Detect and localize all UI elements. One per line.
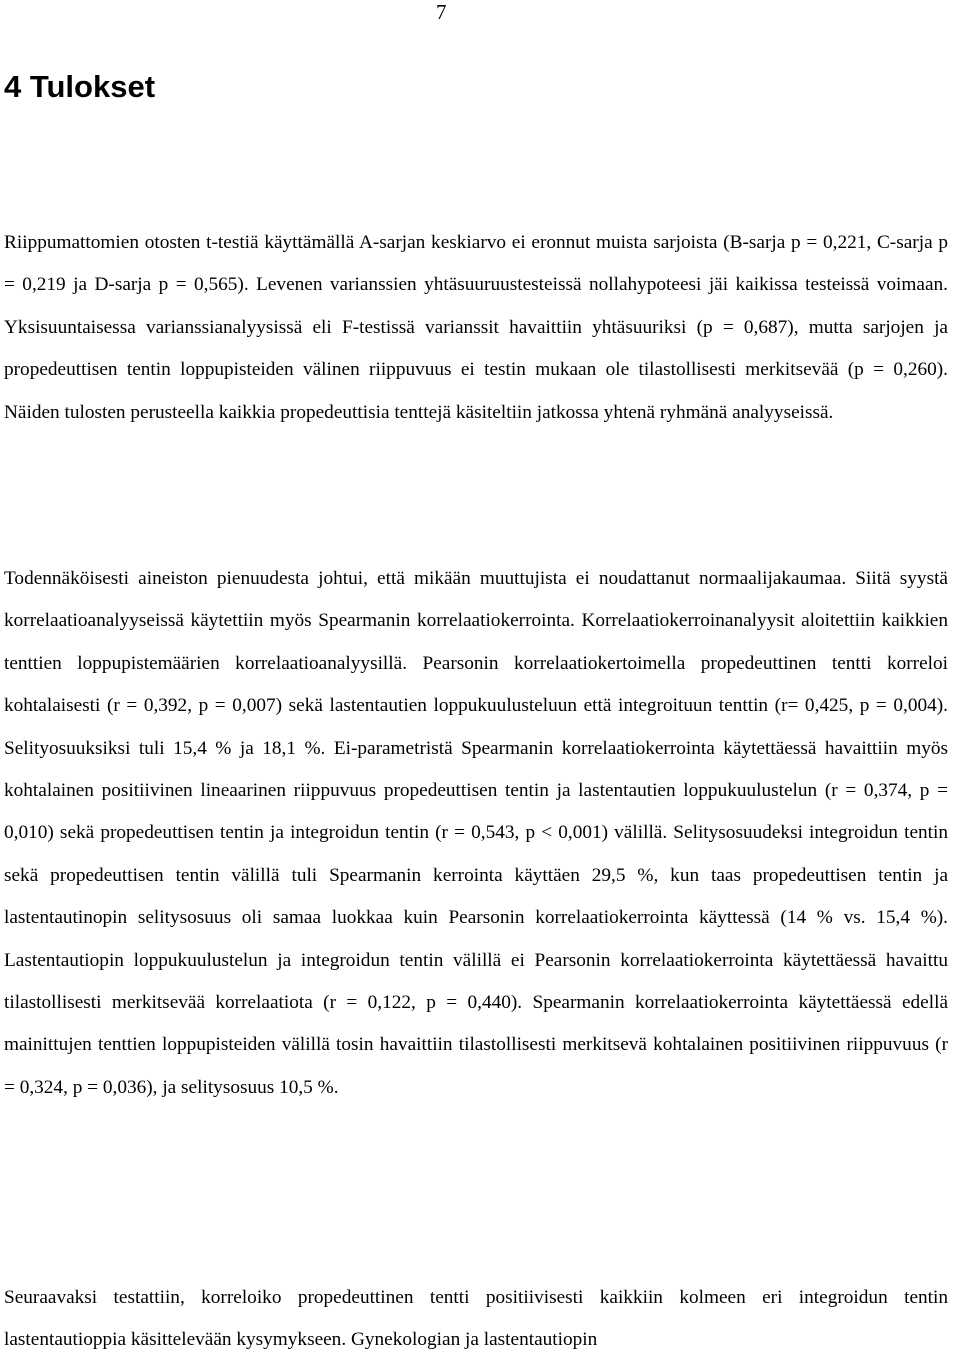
paragraph-correlation-analysis xyxy=(4,558,948,1109)
section-heading: 4 Tulokset xyxy=(4,69,156,104)
paragraph-text: Riippumattomien otosten t-testiä käyttämällä A-sarjan keskiarvo ei eronnut muista sarjoista (B-sarja p = 0,221, C-sarja p = 0,219 ja D-sarja p = 0,565). Levenen varianssien yhtäsuuruustesteissä nollahypoteesi jäi kaikissa testeissä voimaan. Yksisuuntaisessa varianssianalyysissä eli F-testissä varianssit havaittiin yhtäsuuriksi (p = 0,687), mutta sarjojen ja propedeuttisen tentin loppupisteiden välinen riippuvuus ei testin mukaan ole tilastollisesti merkitsevää (p = 0,260). Näiden tulosten perusteella kaikkia propedeuttisia tenttejä käsiteltiin jatkossa yhtenä ryhmänä analyyseissä. xyxy=(4,232,948,423)
paragraph-levene-anova xyxy=(4,222,948,434)
paragraph-text: Seuraavaksi testattiin, korreloiko propedeuttinen tentti positiivisesti kaikkiin kolmeen eri integroidun tentin lastentautioppia käsittelevään kysymykseen. Gynekologian ja lastentautiopin xyxy=(4,1287,948,1351)
paragraph-text: Todennäköisesti aineiston pienuudesta johtui, että mikään muuttujista ei noudattanut normaalijakaumaa. Siitä syystä korrelaatioanalyyseissä käytettiin myös Spearmanin korrelaatiokerrointa. Korrelaatiokerroinanalyysit aloitettiin kaikkien tenttien loppupistemäärien korrelaatioanalyysillä. Pearsonin korrelaatiokertoimella propedeuttinen tentti korreloi kohtalaisesti (r = 0,392, p = 0,007) sekä lastentautien loppukuulusteluun että integroituun tenttin (r= 0,425, p = 0,004). Selityosuuksiksi tuli 15,4 % ja 18,1 %. Ei-parametristä Spearmanin korrelaatiokerrointa käytettäessä havaittiin myös kohtalainen positiivinen lineaarinen riippuvuus propedeuttisen tentin ja lastentautien loppukuulustelun (r = 0,374, p = 0,010) sekä propedeuttisen tentin ja integroidun tentin (r = 0,543, p < 0,001) välillä. Selitysosuudeksi integroidun tentin sekä propedeuttisen tentin välillä tuli Spearmanin kerrointa käyttäen 29,5 %, kun taas propedeuttisen tentin ja lastentautinopin selitysosuus oli samaa luokkaa kuin Pearsonin korrelaatiokerrointa käyttessä (14 % vs. 15,4 %). Lastentautiopin loppukuulustelun ja integroidun tentin välillä ei Pearsonin korrelaatiokerrointa käytettäessä havaittu tilastollisesti merkitsevää korrelaatiota (r = 0,122, p = 0,440). Spearmanin korrelaatiokerrointa käytettäessä edellä mainittujen tenttien loppupisteiden välillä tosin havaittiin tilastollisesti merkitsevä kohtalainen positiivinen riippuvuus (r = 0,324, p = 0,036), ja selitysosuus 10,5 %. xyxy=(4,568,948,1098)
paragraph-integrated-exam xyxy=(4,1277,948,1362)
page-number: 7 xyxy=(436,0,447,24)
